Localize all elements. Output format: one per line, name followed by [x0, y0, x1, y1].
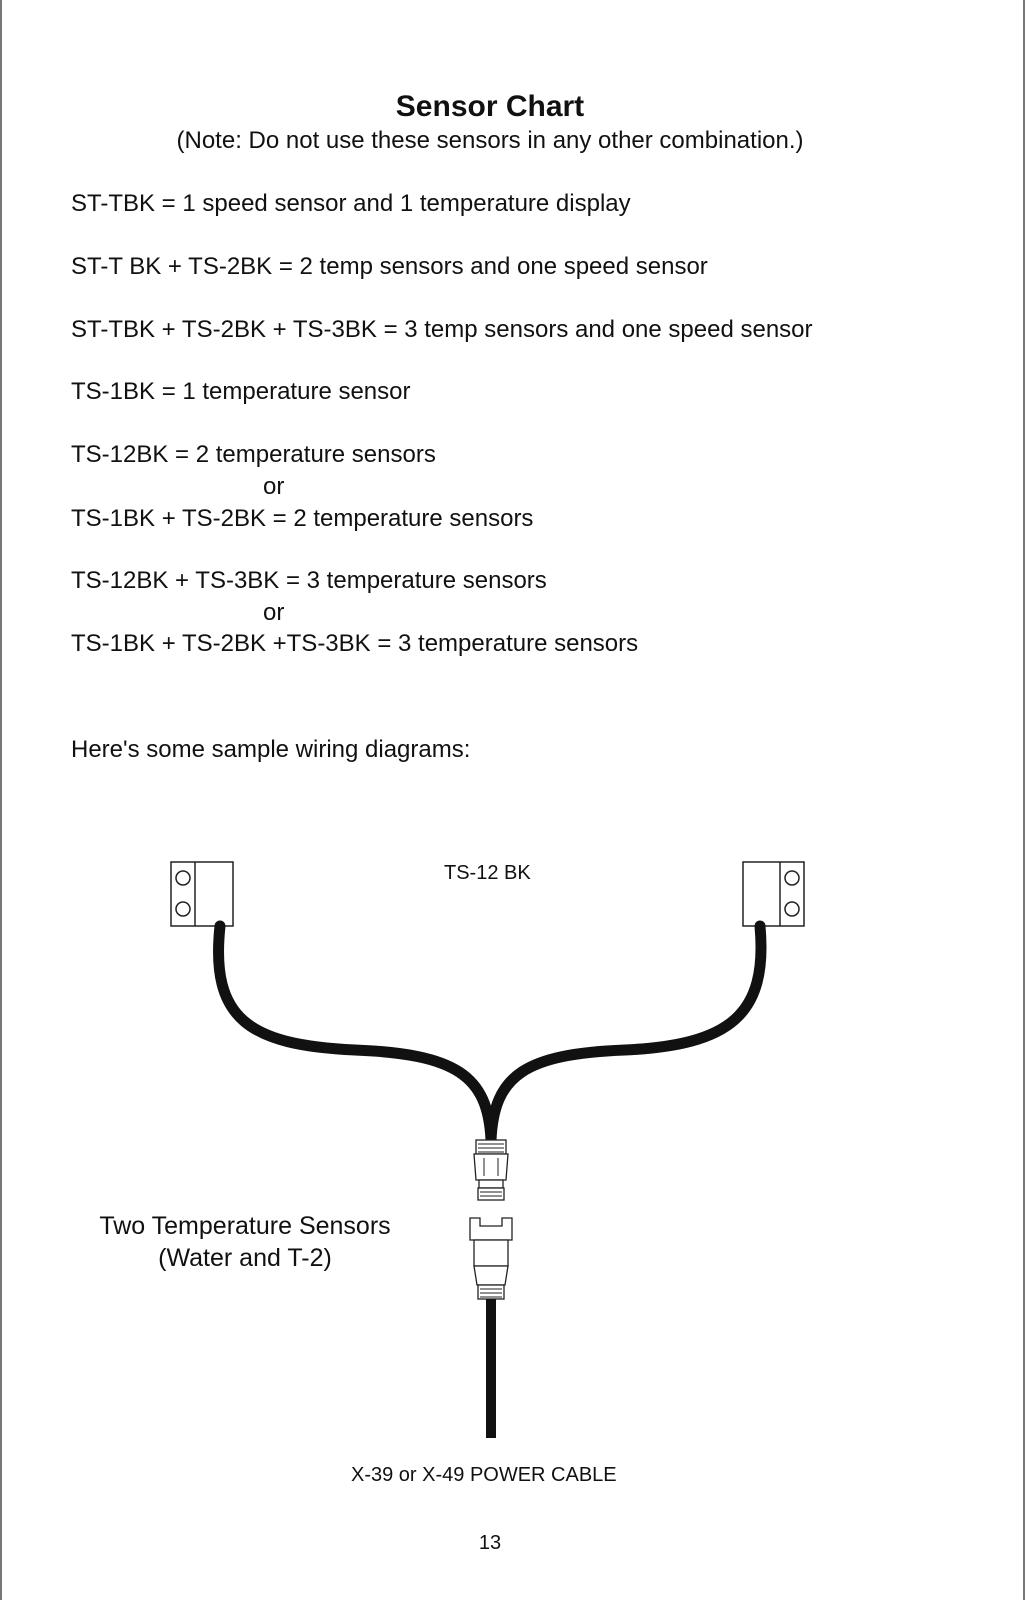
diagram-caption-line-2: (Water and T-2)	[158, 1244, 332, 1272]
left-sensor-cable	[219, 926, 491, 1140]
sensor-line-8: TS-1BK + TS-2BK +TS-3BK = 3 temperature sensors	[71, 630, 639, 657]
page-title: Sensor Chart	[395, 90, 585, 123]
wiring-diagram	[0, 840, 1027, 1486]
cable-label: X-39 or X-49 POWER CABLE	[351, 1464, 617, 1486]
diagram-caption-line-1: Two Temperature Sensors	[99, 1212, 391, 1240]
sensor-line-4: TS-1BK = 1 temperature sensor	[71, 378, 411, 405]
page-number: 13	[478, 1532, 502, 1554]
right-sensor-cable	[491, 926, 761, 1140]
upper-connector	[474, 1140, 508, 1200]
lower-connector	[470, 1218, 512, 1299]
sensor-line-5: TS-12BK = 2 temperature sensors	[71, 441, 436, 468]
sensor-line-1: ST-TBK = 1 speed sensor and 1 temperature display	[71, 190, 631, 217]
sensor-line-3: ST-TBK + TS-2BK + TS-3BK = 3 temp sensors and one speed sensor	[71, 316, 813, 343]
sensor-line-2: ST-T BK + TS-2BK = 2 temp sensors and one speed sensor	[71, 253, 708, 280]
model-label: TS-12 BK	[444, 862, 531, 884]
sensor-line-7: TS-12BK + TS-3BK = 3 temperature sensors	[71, 567, 547, 594]
or-separator-2: or	[263, 599, 285, 626]
page-subtitle: (Note: Do not use these sensors in any other combination.)	[176, 127, 804, 154]
left-sensor-block	[171, 862, 233, 926]
wiring-intro: Here's some sample wiring diagrams:	[71, 736, 471, 763]
right-sensor-block	[743, 862, 804, 926]
ts-12bk-diagram-svg	[0, 840, 1027, 1460]
or-separator-1: or	[263, 473, 285, 500]
sensor-line-6: TS-1BK + TS-2BK = 2 temperature sensors	[71, 505, 534, 532]
